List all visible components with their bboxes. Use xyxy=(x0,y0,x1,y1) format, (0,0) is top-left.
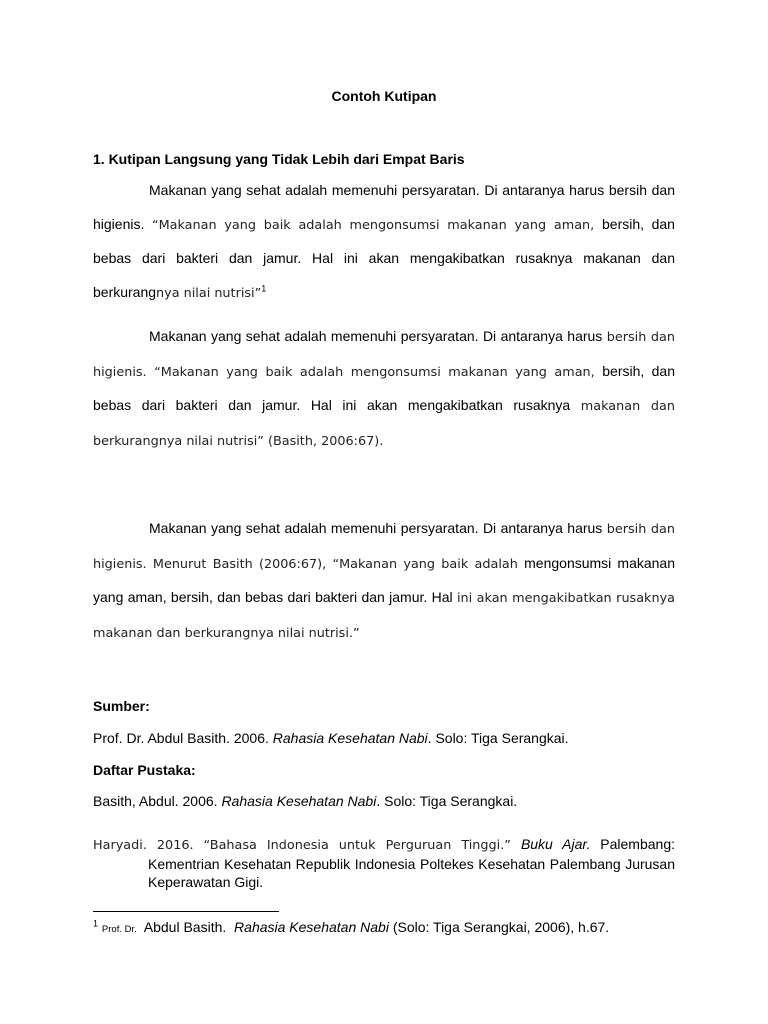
footnote-divider xyxy=(93,911,279,912)
footnote-author: Abdul Basith. xyxy=(136,919,235,935)
paragraph-3-line-4: ini akan mengakibatkan rusaknya makanan dan berkurangnya nilai nutrisi.” xyxy=(93,591,675,641)
sumber-label: Sumber: xyxy=(93,698,150,714)
paragraph-3-line-1: Makanan yang sehat adalah memenuhi persyaratan. Di antaranya harus xyxy=(149,520,607,536)
paragraph-1 xyxy=(93,174,675,310)
paragraph-3-line-3: mengonsumsi makanan yang aman, bersih, dan bebas dari bakteri dan jamur. Hal xyxy=(93,554,675,605)
paragraph-2-line-1: Makanan yang sehat adalah memenuhi persyaratan. Di antaranya harus xyxy=(149,328,607,344)
section-heading: 1. Kutipan Langsung yang Tidak Lebih dari Empat Baris xyxy=(93,151,465,167)
paragraph-1-end: nya nilai nutrisi” xyxy=(156,285,262,301)
bib-2-suffix: Palembang: Kementrian Kesehatan Republik Indonesia Poltekes Kesehatan Palembang Jurusan Keperawatan Gigi. xyxy=(148,836,675,890)
bib-1-suffix: . Solo: Tiga Serangkai. xyxy=(376,793,518,809)
paragraph-2-line-4: makanan dan berkurangnya nilai nutrisi” (Basith, 2006:67). xyxy=(93,399,675,449)
footnote-prefix: Prof. Dr. xyxy=(101,924,137,935)
sumber-ref-title: Rahasia Kesehatan Nabi xyxy=(272,730,428,746)
paragraph-2-line-3: bersih, dan bebas dari bakteri dan jamur. Hal ini akan mengakibatkan rusaknya xyxy=(93,362,675,413)
footnote-suffix: (Solo: Tiga Serangkai, 2006), h.67. xyxy=(388,919,610,935)
footnote-number: 1 xyxy=(93,918,99,929)
page-title: Contoh Kutipan xyxy=(331,88,437,104)
footnote xyxy=(93,919,609,935)
footnote-marker: 1 xyxy=(261,282,267,293)
footnote-title: Rahasia Kesehatan Nabi xyxy=(234,919,389,935)
bibliography-entry-1 xyxy=(93,793,517,809)
paragraph-2-line-2: bersih dan higienis. “Makanan yang baik adalah mengonsumsi makanan yang aman, xyxy=(93,330,675,380)
bib-2-title: Buku Ajar. xyxy=(520,836,591,852)
bib-1-prefix: Basith, Abdul. 2006. xyxy=(93,793,222,809)
bib-2-prefix: Haryadi. 2016. “Bahasa Indonesia untuk Perguruan Tinggi.” xyxy=(93,838,521,853)
sumber-ref-suffix: . Solo: Tiga Serangkai. xyxy=(427,730,569,746)
paragraph-1-text: Makanan yang sehat adalah memenuhi persyaratan. Di antaranya harus bersih dan higienis. xyxy=(93,182,675,232)
paragraph-3 xyxy=(93,512,675,650)
bib-1-title: Rahasia Kesehatan Nabi xyxy=(221,793,377,809)
bibliography-entry-2 xyxy=(93,835,675,891)
paragraph-1-continued: bersih, dan bebas dari bakteri dan jamur. Hal ini akan mengakibatkan rusaknya makanan dan berkurang xyxy=(93,215,675,300)
paragraph-3-line-2: bersih dan higienis. Menurut Basith (2006:67), “Makanan yang baik adalah xyxy=(93,522,675,572)
paragraph-1-quote: “Makanan yang baik adalah mengonsumsi makanan yang aman, xyxy=(151,217,602,233)
paragraph-2 xyxy=(93,320,675,458)
sumber-reference xyxy=(93,730,569,746)
sumber-ref-prefix: Prof. Dr. Abdul Basith. 2006. xyxy=(93,730,273,746)
daftar-pustaka-label: Daftar Pustaka: xyxy=(93,762,196,778)
